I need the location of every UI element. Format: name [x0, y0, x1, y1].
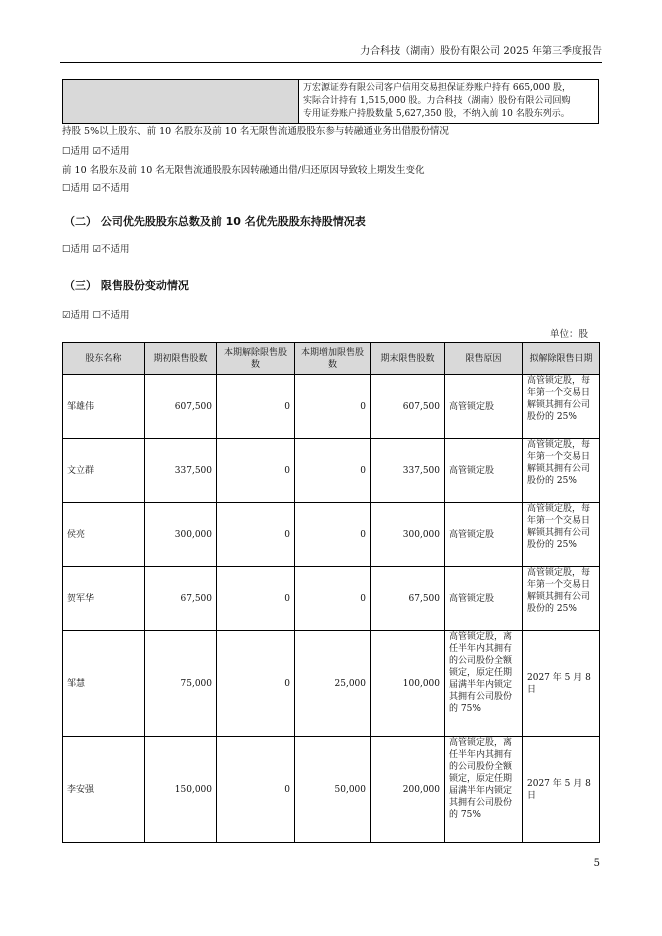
- col-header: 期初限售股数: [145, 343, 217, 375]
- table-row: [63, 567, 600, 631]
- note-line: 实际合计持有 1,515,000 股。力合科技（湖南）股份有限公司回购: [303, 96, 571, 106]
- col-header: 股东名称: [63, 343, 145, 375]
- note-line: 万宏源证券有限公司客户信用交易担保证券账户持有 665,000 股，: [303, 83, 571, 93]
- release-date: 2027 年 5 月 8 日: [523, 737, 600, 843]
- added-shares: 0: [295, 567, 371, 631]
- holder-name: 李安强: [63, 737, 145, 843]
- col-header: 限售原因: [445, 343, 523, 375]
- lending-change-paragraph: 前 10 名股东及前 10 名无限售流通股股东因转融通出借/归还原因导致较上期发生变化: [62, 165, 425, 176]
- released-shares: 0: [217, 375, 295, 439]
- col-header: 本期增加限售股数: [295, 343, 371, 375]
- holder-name: 文立群: [63, 439, 145, 503]
- table-header-row: [63, 343, 600, 375]
- restriction-reason: 高管锁定股: [445, 503, 523, 567]
- start-shares: 67,500: [145, 567, 217, 631]
- section-restricted-option: ☑适用 ☐不适用: [62, 310, 130, 321]
- restriction-reason: 高管锁定股，离任半年内其拥有的公司股份全额锁定，原定任期届满半年内锁定其拥有公司股份的 75%: [445, 631, 523, 737]
- section-preferred-option: ☐适用 ☑不适用: [62, 244, 130, 255]
- col-header: 期末限售股数: [371, 343, 445, 375]
- continued-shareholder-table: [62, 79, 599, 124]
- added-shares: 0: [295, 439, 371, 503]
- section-restricted-title: （三） 限售股份变动情况: [64, 279, 189, 292]
- shaded-cell: [63, 80, 299, 124]
- section-preferred-title: （二） 公司优先股股东总数及前 10 名优先股股东持股情况表: [64, 215, 366, 228]
- start-shares: 150,000: [145, 737, 217, 843]
- release-date: 高管锁定股，每年第一个交易日解锁其拥有公司股份的 25%: [523, 503, 600, 567]
- released-shares: 0: [217, 439, 295, 503]
- table-row: [63, 737, 600, 843]
- holder-name: 邹雄伟: [63, 375, 145, 439]
- col-header: 本期解除限售股数: [217, 343, 295, 375]
- col-header: 拟解除限售日期: [523, 343, 600, 375]
- restricted-shares-table: [62, 342, 600, 843]
- released-shares: 0: [217, 631, 295, 737]
- page-number: 5: [593, 858, 600, 869]
- lending-change-option: ☐适用 ☑不适用: [62, 183, 130, 194]
- release-date: 高管锁定股，每年第一个交易日解锁其拥有公司股份的 25%: [523, 439, 600, 503]
- unit-label: 单位：股: [549, 329, 588, 340]
- end-shares: 100,000: [371, 631, 445, 737]
- restriction-reason: 高管锁定股: [445, 439, 523, 503]
- page-header: [60, 42, 602, 63]
- table-row: [63, 503, 600, 567]
- start-shares: 300,000: [145, 503, 217, 567]
- table-row: [63, 631, 600, 737]
- released-shares: 0: [217, 737, 295, 843]
- holder-name: 侯亮: [63, 503, 145, 567]
- added-shares: 25,000: [295, 631, 371, 737]
- start-shares: 607,500: [145, 375, 217, 439]
- release-date: 2027 年 5 月 8 日: [523, 631, 600, 737]
- note-line: 专用证券账户持股数量 5,627,350 股，不纳入前 10 名股东列示。: [303, 109, 570, 119]
- report-title: 力合科技（湖南）股份有限公司 2025 年第三季度报告: [360, 46, 602, 57]
- start-shares: 75,000: [145, 631, 217, 737]
- added-shares: 0: [295, 375, 371, 439]
- table-row: [63, 375, 600, 439]
- note-cell: [299, 80, 599, 124]
- end-shares: 67,500: [371, 567, 445, 631]
- lending-paragraph: 持股 5%以上股东、前 10 名股东及前 10 名无限售流通股股东参与转融通业务出借股份情况: [62, 126, 449, 137]
- end-shares: 607,500: [371, 375, 445, 439]
- added-shares: 0: [295, 503, 371, 567]
- start-shares: 337,500: [145, 439, 217, 503]
- release-date: 高管锁定股，每年第一个交易日解锁其拥有公司股份的 25%: [523, 567, 600, 631]
- restriction-reason: 高管锁定股: [445, 375, 523, 439]
- table-row: [63, 439, 600, 503]
- restriction-reason: 高管锁定股: [445, 567, 523, 631]
- end-shares: 300,000: [371, 503, 445, 567]
- end-shares: 200,000: [371, 737, 445, 843]
- holder-name: 邹慧: [63, 631, 145, 737]
- released-shares: 0: [217, 503, 295, 567]
- restriction-reason: 高管锁定股，离任半年内其拥有的公司股份全额锁定，原定任期届满半年内锁定其拥有公司股份的 75%: [445, 737, 523, 843]
- table-row: [63, 80, 599, 124]
- added-shares: 50,000: [295, 737, 371, 843]
- lending-option: ☐适用 ☑不适用: [62, 146, 130, 157]
- holder-name: 贺军华: [63, 567, 145, 631]
- release-date: 高管锁定股，每年第一个交易日解锁其拥有公司股份的 25%: [523, 375, 600, 439]
- released-shares: 0: [217, 567, 295, 631]
- end-shares: 337,500: [371, 439, 445, 503]
